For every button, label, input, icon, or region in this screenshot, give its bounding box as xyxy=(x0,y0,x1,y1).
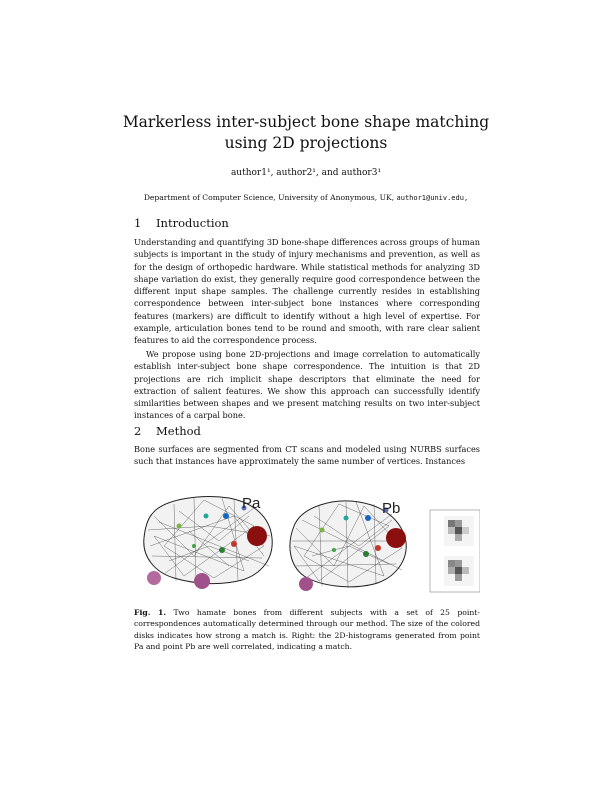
intro-paragraph-1 xyxy=(134,236,480,347)
method-paragraph-1-text: Bone surfaces are segmented from CT scans and modeled using NURBS surfaces such that instances have approximately the same number of vertices. Instances xyxy=(134,444,480,467)
section-1-number: 1 xyxy=(134,216,142,230)
title-line-2: using 2D projections xyxy=(224,134,388,152)
figure-1-caption xyxy=(134,607,480,652)
intro-paragraph-2-text: We propose using bone 2D-projections and image correlation to automatically establish inter-subject bone shape correspondence. The intuition is that 2D projections are rich implicit shape descriptors that eliminate the need for extraction of salient features. We show this approach can successfully identify similarities between shapes and we present matching results on two inter-subject instances of a carpal bone. xyxy=(134,349,480,421)
intro-paragraph-2 xyxy=(134,348,480,422)
point-label-b: Pb xyxy=(382,500,401,517)
figure-1-graphic xyxy=(134,486,480,604)
affiliation-text: Department of Computer Science, University of Anonymous, UK, xyxy=(143,193,395,202)
title-line-1: Markerless inter-subject bone shape matching xyxy=(122,113,490,131)
intro-paragraph-1-text: Understanding and quantifying 3D bone-shape differences across groups of human subjects is important in the study of injury mechanisms and prevention, as well as for the design of orthopedic hardware. While statistical methods for analyzing 3D shape variation do exist, they generally require good correspondence between the different input shape samples. The challenge currently resides in establishing correspondence between inter-subject bone instances where corresponding features (markers) are difficult to identify without a high level of expertise. For example, articulation bones tend to be round and smooth, with rare clear salient features to aid the correspondence process. xyxy=(134,237,480,346)
histogram-a xyxy=(444,516,474,546)
point-label-a: Pa xyxy=(242,495,261,512)
method-paragraph-1 xyxy=(134,443,480,468)
section-2-number: 2 xyxy=(134,424,142,438)
section-1-title: Introduction xyxy=(156,216,229,230)
section-1-heading xyxy=(134,216,229,230)
section-2-heading xyxy=(134,424,201,438)
paper-title xyxy=(0,112,612,154)
section-2-title: Method xyxy=(156,424,201,438)
caption-label: Fig. 1. xyxy=(134,608,167,617)
author-list: author1¹, author2¹, and author3¹ xyxy=(230,168,382,178)
author-email: author1@univ.edu, xyxy=(396,194,469,202)
figure-1 xyxy=(134,486,480,604)
caption-text: Two hamate bones from different subjects with a set of 25 point-correspondences automatically determined through our method. The size of the colored disks indicates how strong a match is. Right: the 2D-histograms generated from point Pa and point Pb are well correlated, indicating a match. xyxy=(134,608,480,651)
histogram-b xyxy=(444,556,474,586)
affiliation xyxy=(0,193,612,202)
histogram-panel xyxy=(430,510,480,592)
